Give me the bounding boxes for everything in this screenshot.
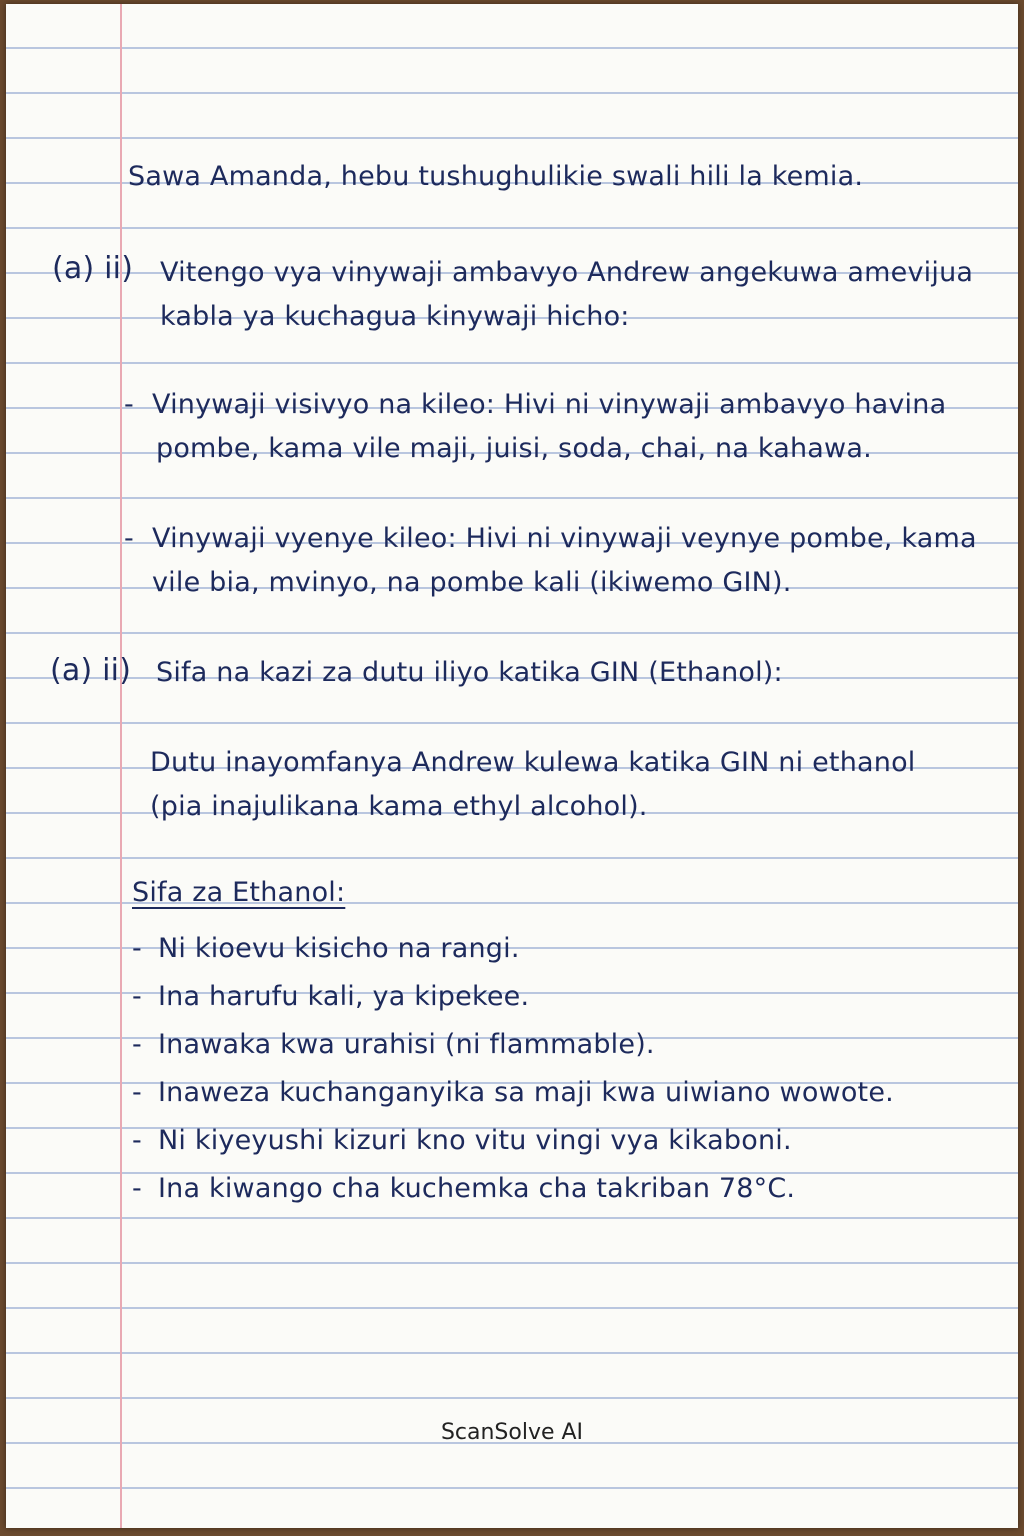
list-item-line1: Vinywaji visivyo na kileo: Hivi ni vinywaji ambavyo havina	[152, 389, 947, 420]
property-item: Ina kiwango cha kuchemka cha takriban 78°C.	[158, 1173, 796, 1204]
section1-label: (a) ii)	[52, 251, 134, 286]
list-item-line1: Vinywaji vyenye kileo: Hivi ni vinywaji veynye pombe, kama	[152, 523, 977, 554]
bullet-dash: -	[132, 981, 142, 1012]
bullet-dash: -	[132, 1173, 142, 1204]
property-item: Inaweza kuchanganyika sa maji kwa uiwiano wowote.	[158, 1077, 894, 1108]
section2-heading: Sifa na kazi za dutu iliyo katika GIN (Ethanol):	[156, 657, 783, 688]
greeting-line: Sawa Amanda, hebu tushughulikie swali hili la kemia.	[128, 161, 864, 192]
section2-paragraph-line1: Dutu inayomfanya Andrew kulewa katika GIN ni ethanol	[150, 747, 916, 778]
bullet-dash: -	[132, 933, 142, 964]
section1-heading-line2: kabla ya kuchagua kinywaji hicho:	[160, 301, 630, 332]
bullet-dash: -	[132, 1029, 142, 1060]
properties-subheading: Sifa za Ethanol:	[132, 877, 346, 908]
margin-line	[120, 4, 122, 1528]
bullet-dash: -	[132, 1077, 142, 1108]
section2-label: (a) ii)	[50, 653, 132, 688]
list-item-line2: pombe, kama vile maji, juisi, soda, chai, na kahawa.	[156, 433, 872, 464]
footer-brand: ScanSolve AI	[440, 1420, 584, 1445]
property-item: Inawaka kwa urahisi (ni flammable).	[158, 1029, 655, 1060]
section2-paragraph-line2: (pia inajulikana kama ethyl alcohol).	[150, 791, 648, 822]
bullet-dash: -	[124, 523, 134, 554]
list-item-line2: vile bia, mvinyo, na pombe kali (ikiwemo GIN).	[152, 567, 792, 598]
section1-heading-line1: Vitengo vya vinywaji ambavyo Andrew angekuwa amevijua	[160, 257, 974, 288]
property-item: Ni kioevu kisicho na rangi.	[158, 933, 520, 964]
bullet-dash: -	[124, 389, 134, 420]
property-item: Ina harufu kali, ya kipekee.	[158, 981, 530, 1012]
bullet-dash: -	[132, 1125, 142, 1156]
property-item: Ni kiyeyushi kizuri kno vitu vingi vya kikaboni.	[158, 1125, 792, 1156]
notebook-page	[6, 4, 1018, 1528]
